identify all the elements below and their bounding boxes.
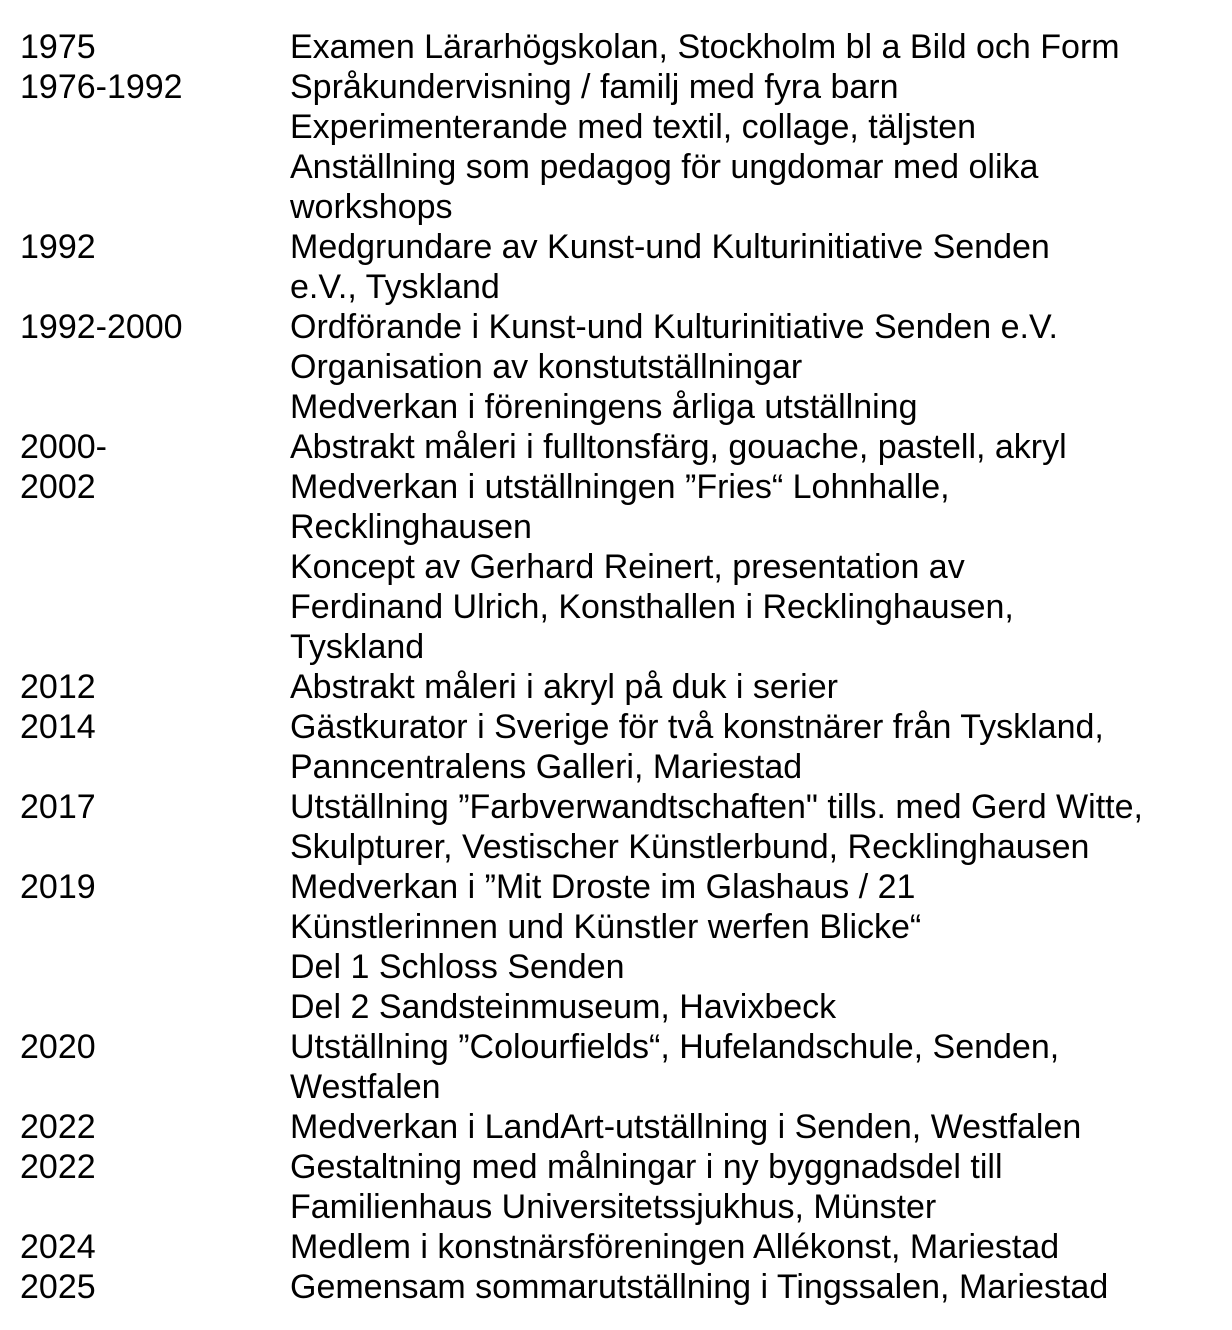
timeline-entry xyxy=(20,667,1220,707)
timeline-entry xyxy=(20,1147,1220,1227)
entry-year: 1976-1992 xyxy=(20,68,183,106)
entry-description-line: Medverkan i ”Mit Droste im Glashaus / 21 xyxy=(290,868,916,906)
entry-description-line: Gestaltning med målningar i ny byggnadsdel till xyxy=(290,1148,1003,1186)
entry-description xyxy=(290,467,1220,667)
entry-description-line: Ferdinand Ulrich, Konsthallen i Recklinghausen, xyxy=(290,588,1014,626)
entry-description xyxy=(290,1267,1220,1307)
entry-year: 2017 xyxy=(20,788,96,826)
entry-description-line: Anställning som pedagog för ungdomar med olika xyxy=(290,148,1039,186)
entry-description-line: Medverkan i LandArt-utställning i Senden, Westfalen xyxy=(290,1108,1082,1146)
timeline-entry xyxy=(20,1027,1220,1107)
timeline-entry xyxy=(20,427,1220,467)
entry-year: 2022 xyxy=(20,1148,96,1186)
timeline-entry xyxy=(20,1227,1220,1267)
timeline-entry xyxy=(20,227,1220,307)
entry-description-line: Panncentralens Galleri, Mariestad xyxy=(290,748,803,786)
entry-year: 2025 xyxy=(20,1268,96,1306)
timeline-entry xyxy=(20,307,1220,427)
entry-description-line: Experimenterande med textil, collage, täljsten xyxy=(290,108,977,146)
entry-description-line: workshops xyxy=(290,188,453,226)
entry-description-line: Abstrakt måleri i akryl på duk i serier xyxy=(290,668,838,706)
entry-description-line: Utställning ”Farbverwandtschaften" tills. med Gerd Witte, xyxy=(290,788,1143,826)
entry-year: 1992 xyxy=(20,228,96,266)
entry-description-line: Examen Lärarhögskolan, Stockholm bl a Bild och Form xyxy=(290,28,1120,66)
entry-description-line: Organisation av konstutställningar xyxy=(290,348,803,386)
timeline-entry xyxy=(20,867,1220,1027)
timeline-entry xyxy=(20,27,1220,67)
entry-description-line: Medgrundare av Kunst-und Kulturinitiative Senden xyxy=(290,228,1050,266)
entry-description-line: Tyskland xyxy=(290,628,425,666)
entry-description-line: Westfalen xyxy=(290,1068,441,1106)
entry-description xyxy=(290,707,1220,787)
entry-description xyxy=(290,67,1220,227)
entry-description-line: Skulpturer, Vestischer Künstlerbund, Recklinghausen xyxy=(290,828,1090,866)
timeline-entry xyxy=(20,1267,1220,1307)
entry-description-line: Språkundervisning / familj med fyra barn xyxy=(290,68,899,106)
entry-year: 2022 xyxy=(20,1108,96,1146)
entry-description-line: e.V., Tyskland xyxy=(290,268,500,306)
entry-description-line: Abstrakt måleri i fulltonsfärg, gouache, pastell, akryl xyxy=(290,428,1067,466)
entry-description-line: Del 1 Schloss Senden xyxy=(290,948,625,986)
entry-description-line: Del 2 Sandsteinmuseum, Havixbeck xyxy=(290,988,837,1026)
entry-year: 2020 xyxy=(20,1028,96,1066)
entry-year: 2000- xyxy=(20,428,107,466)
entry-description-line: Familienhaus Universitetssjukhus, Münster xyxy=(290,1188,937,1226)
timeline-entry xyxy=(20,787,1220,867)
entry-year: 2014 xyxy=(20,708,96,746)
entry-description-line: Künstlerinnen und Künstler werfen Blicke“ xyxy=(290,908,922,946)
entry-description xyxy=(290,427,1220,467)
entry-description-line: Gemensam sommarutställning i Tingssalen, Mariestad xyxy=(290,1268,1109,1306)
timeline-entry xyxy=(20,67,1220,227)
entry-description-line: Ordförande i Kunst-und Kulturinitiative Senden e.V. xyxy=(290,308,1059,346)
entry-year: 1992-2000 xyxy=(20,308,183,346)
entry-description xyxy=(290,27,1220,67)
entry-description xyxy=(290,1147,1220,1227)
entry-description xyxy=(290,1227,1220,1267)
entry-description-line: Gästkurator i Sverige för två konstnärer från Tyskland, xyxy=(290,708,1104,746)
cv-timeline xyxy=(20,27,1220,1307)
entry-description-line: Koncept av Gerhard Reinert, presentation av xyxy=(290,548,965,586)
entry-description xyxy=(290,1107,1220,1147)
entry-year: 1975 xyxy=(20,28,96,66)
entry-year: 2024 xyxy=(20,1228,96,1266)
entry-year: 2019 xyxy=(20,868,96,906)
entry-description-line: Recklinghausen xyxy=(290,508,532,546)
entry-description xyxy=(290,227,1220,307)
timeline-entry xyxy=(20,467,1220,667)
timeline-entry xyxy=(20,707,1220,787)
entry-description xyxy=(290,787,1220,867)
entry-description-line: Medverkan i utställningen ”Fries“ Lohnhalle, xyxy=(290,468,950,506)
entry-description-line: Medlem i konstnärsföreningen Allékonst, Mariestad xyxy=(290,1228,1060,1266)
timeline-entry xyxy=(20,1107,1220,1147)
entry-description-line: Medverkan i föreningens årliga utställning xyxy=(290,388,918,426)
entry-description-line: Utställning ”Colourfields“, Hufelandschule, Senden, xyxy=(290,1028,1060,1066)
entry-description xyxy=(290,307,1220,427)
entry-description xyxy=(290,667,1220,707)
entry-description xyxy=(290,1027,1220,1107)
entry-description xyxy=(290,867,1220,1027)
entry-year: 2002 xyxy=(20,468,96,506)
entry-year: 2012 xyxy=(20,668,96,706)
